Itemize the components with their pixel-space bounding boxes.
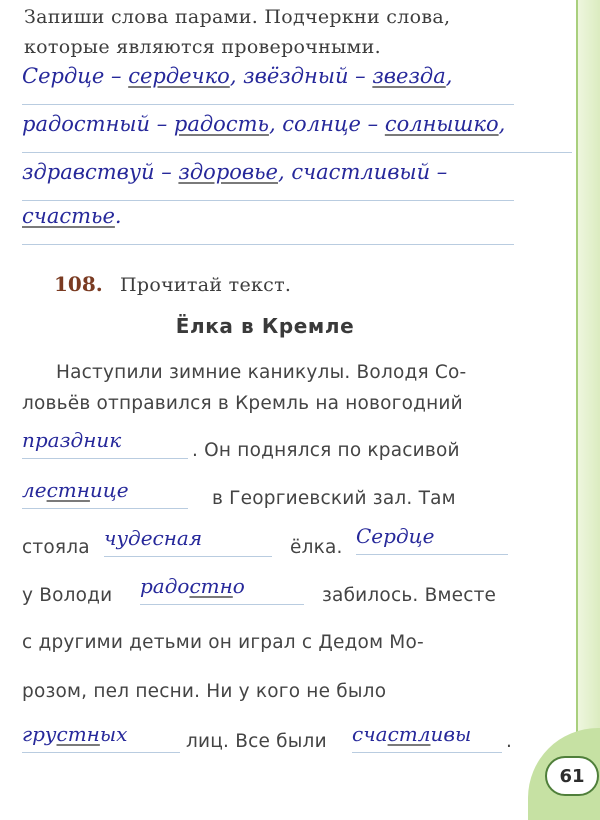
answer-word-part: ивы: [430, 722, 472, 746]
text-line-4: в Георгиевский зал. Там: [212, 488, 456, 509]
handwritten-line-1: [22, 64, 514, 105]
text-line-7: с другими детьми он играл с Дедом Мо-: [22, 632, 424, 653]
answer-gap-7: [352, 722, 502, 753]
answer-word-part: радо: [140, 574, 190, 598]
handwritten-line-2: [22, 112, 572, 153]
task-instruction: [24, 2, 564, 62]
hw-text: здравствуй –: [22, 160, 179, 184]
page-margin-line: [576, 0, 578, 800]
text-title: Ёлка в Кремле: [175, 314, 355, 338]
answer-word-part: ле: [22, 478, 47, 502]
answer-gap-1: [22, 428, 188, 459]
answer-gap-4: [356, 524, 508, 555]
hw-text: ,: [498, 112, 506, 136]
text-line-9-start: лиц. Все были: [186, 731, 327, 752]
answer-word-underlined: стн: [46, 478, 90, 502]
text-line-9-end: .: [506, 731, 513, 752]
exercise-instruction: Прочитай текст.: [120, 274, 292, 296]
text-line-5-start: стояла: [22, 537, 90, 558]
text-line-1: Наступили зимние каникулы. Володя Со-: [56, 362, 467, 383]
handwritten-line-3: [22, 160, 514, 201]
hw-text: , звёздный –: [229, 64, 373, 88]
answer-word: Сердце: [356, 524, 435, 548]
text-line-6-end: забилось. Вместе: [322, 585, 497, 606]
hw-text: .: [114, 204, 122, 228]
hw-underlined-word: солнышко: [384, 112, 499, 136]
answer-word-underlined: стн: [189, 574, 233, 598]
answer-word: праздник: [22, 428, 122, 452]
text-line-6-start: у Володи: [22, 585, 113, 606]
hw-text: , счастливый –: [277, 160, 448, 184]
exercise-number: 108.: [54, 272, 103, 296]
hw-underlined-word: радость: [173, 112, 269, 136]
hw-underlined-word: сердечко: [128, 64, 230, 88]
answer-gap-6: [22, 722, 180, 753]
text-line-5-end: ёлка.: [290, 537, 343, 558]
hw-text: ,: [445, 64, 453, 88]
hw-text: Сердце –: [22, 64, 129, 88]
hw-underlined-word: звезда: [372, 64, 446, 88]
answer-word-part: о: [232, 574, 245, 598]
answer-word-part: сча: [352, 722, 388, 746]
answer-word: чудесная: [104, 526, 203, 550]
answer-gap-3: [104, 526, 272, 557]
hw-underlined-word: здоровье: [178, 160, 278, 184]
answer-word-part: гру: [22, 722, 57, 746]
answer-word-part: ице: [89, 478, 129, 502]
answer-word-underlined: стн: [56, 722, 100, 746]
text-line-2: ловьёв отправился в Кремль на новогодний: [22, 393, 463, 414]
text-line-8: розом, пел песни. Ни у кого не было: [22, 681, 387, 702]
answer-word-part: ых: [99, 722, 128, 746]
text-line-3: . Он поднялся по красивой: [192, 440, 460, 461]
answer-word-underlined: стл: [387, 722, 431, 746]
answer-gap-5: [140, 574, 304, 605]
page-margin-strip: [578, 0, 600, 800]
handwritten-line-4: [22, 204, 514, 245]
hw-underlined-word: счастье: [22, 204, 115, 228]
instruction-line-1: Запиши слова парами. Подчеркни слова,: [24, 6, 451, 28]
page-number: 61: [545, 756, 599, 796]
answer-gap-2: [22, 478, 188, 509]
hw-text: , солнце –: [268, 112, 385, 136]
instruction-line-2: которые являются проверочными.: [24, 36, 381, 58]
hw-text: радостный –: [22, 112, 174, 136]
